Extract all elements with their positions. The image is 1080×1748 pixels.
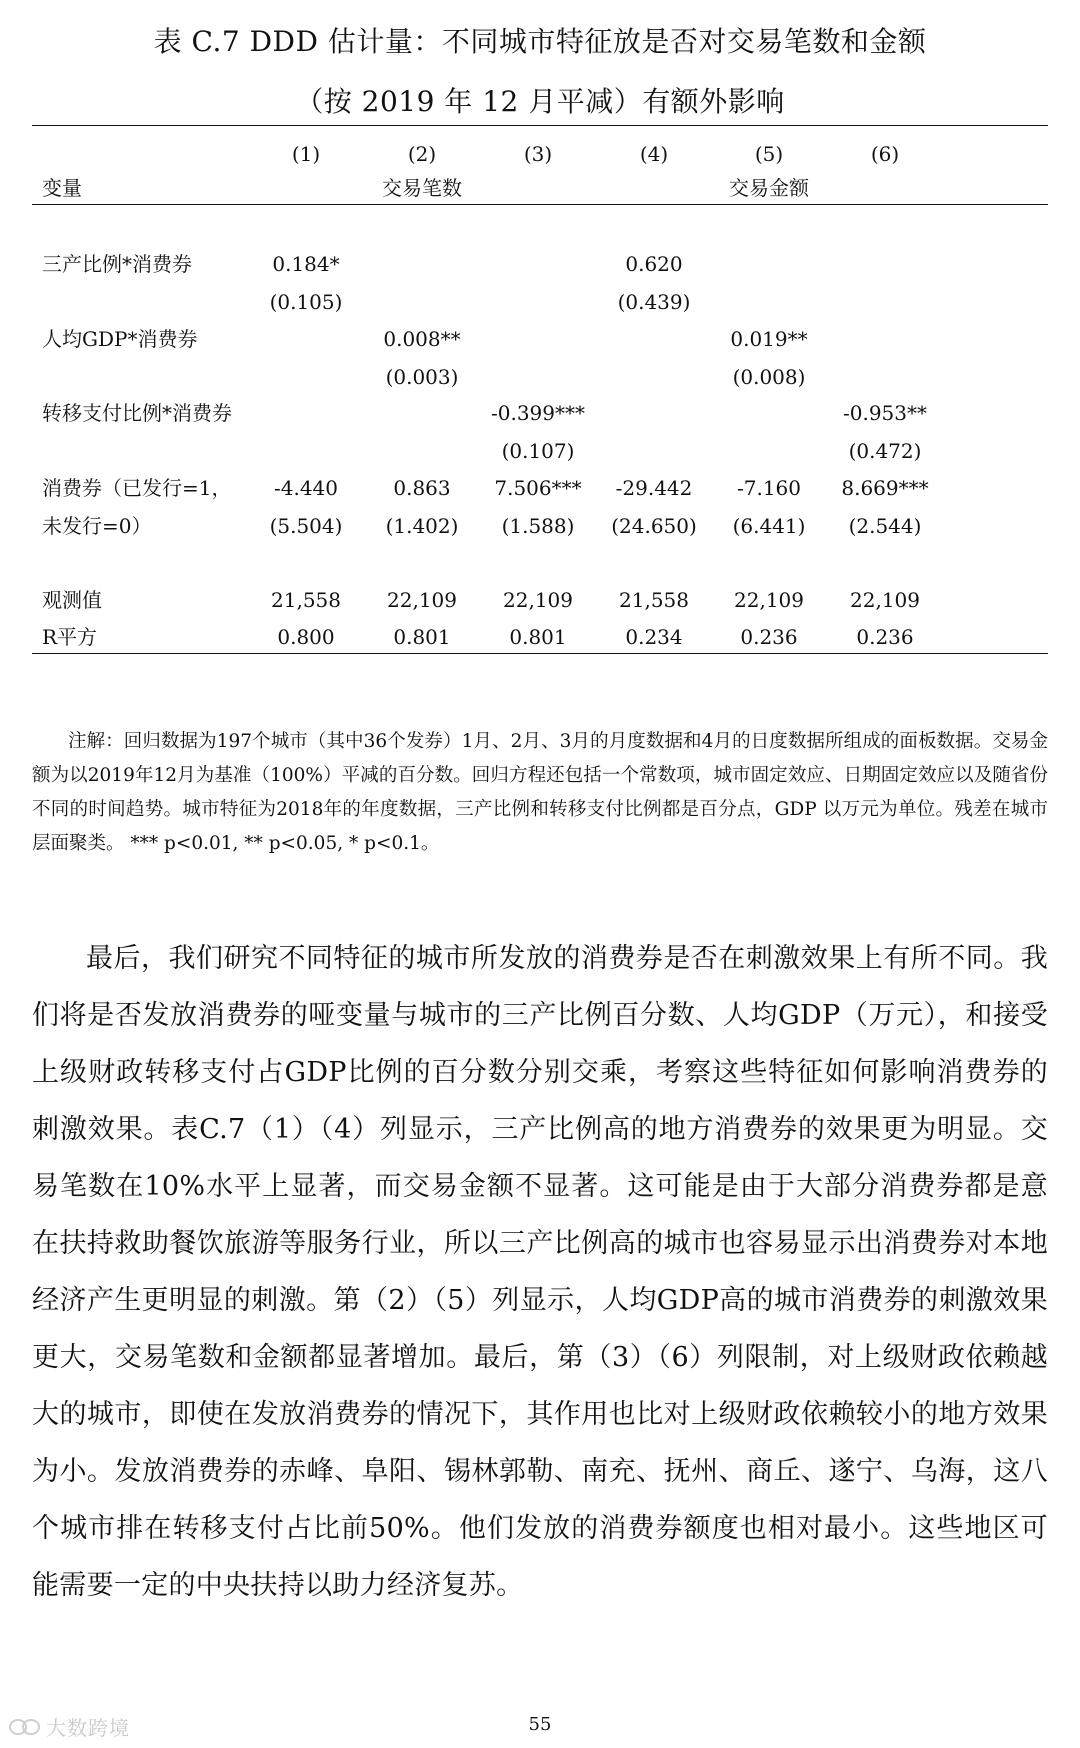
table-title-line-1: 表 C.7 DDD 估计量：不同城市特征放是否对交易笔数和金额 — [153, 25, 927, 58]
body-paragraph: 最后，我们研究不同特征的城市所发放的消费券是否在刺激效果上有所不同。我们将是否发放消费券的哑变量与城市的三产比例百分数、人均GDP（万元），和接受上级财政转移支付占GDP比例的百分数分别交乘，考察这些特征如何影响消费券的刺激效果。表C.7（1）（4）列显示，三产比例高的地方消费券的效果更为明显。交易笔数在10%水平上显著，而交易金额不显著。这可能是由于大部分消费券都是意在扶持救助餐饮旅游等服务行业，所以三产比例高的城市也容易显示出消费券对本地经济产生更明显的刺激。第（2）（5）列显示，人均GDP高的城市消费券的刺激效果更大，交易笔数和金额都显著增加。最后，第（3）（6）列限制，对上级财政依赖越大的城市，即使在发放消费券的情况下，其作用也比对上级财政依赖较小的地方效果为小。发放消费券的赤峰、阜阳、锡林郭勒、南充、抚州、商丘、遂宁、乌海，这八个城市排在转移支付占比前50%。他们发放的消费券额度也相对最小。这些地区可能需要一定的中央扶持以助力经济复苏。 — [32, 943, 1048, 1601]
group-header-amount: 交易金额 — [729, 176, 809, 200]
se-r3-c3: (0.107) — [501, 439, 575, 463]
r2-c2: 0.801 — [393, 625, 451, 649]
coef-r2-c2: 0.008** — [383, 327, 461, 351]
col-number-3: (3) — [523, 142, 553, 166]
bottom-rule — [32, 653, 1048, 654]
se-r4-c6: (2.544) — [848, 514, 922, 538]
col-number-6: (6) — [870, 142, 900, 166]
se-r4-c2: (1.402) — [385, 514, 459, 538]
se-r4-c1: (5.504) — [269, 514, 343, 538]
coef-r4-c5: -7.160 — [736, 476, 802, 500]
col-number-1: (1) — [291, 142, 321, 166]
r2-c3: 0.801 — [509, 625, 567, 649]
obs-c2: 22,109 — [387, 588, 457, 612]
coef-r4-c4: -29.442 — [615, 476, 693, 500]
top-rule — [32, 125, 1048, 126]
se-r3-c6: (0.472) — [848, 439, 922, 463]
coef-r1-c1: 0.184* — [272, 252, 340, 276]
coef-r2-c5: 0.019** — [730, 327, 808, 351]
coef-r4-c6: 8.669*** — [841, 476, 929, 500]
row-label-voucher-line-2: 未发行=0） — [42, 514, 152, 538]
se-r4-c4: (24.650) — [611, 514, 697, 538]
obs-c1: 21,558 — [271, 588, 341, 612]
r2-c4: 0.234 — [625, 625, 683, 649]
row-label-voucher-line-1: 消费券（已发行=1， — [42, 476, 232, 500]
row-label-observations: 观测值 — [42, 588, 102, 612]
row-label-transfer-share: 转移支付比例*消费券 — [42, 401, 232, 425]
watermark-text: 大数跨境 — [46, 1716, 130, 1740]
r2-c1: 0.800 — [277, 625, 335, 649]
table-note: 注解：回归数据为197个城市（其中36个发券）1月、2月、3月的月度数据和4月的日度数据所组成的面板数据。交易金额为以2019年12月为基准（100%）平减的百分数。回归方程还包括一个常数项，城市固定效应、日期固定效应以及随省份不同的时间趋势。城市特征为2018年的年度数据，三产比例和转移支付比例都是百分点，GDP 以万元为单位。残差在城市层面聚类。 *** p<0.01, ** p<0.05, * p<0.1。 — [32, 731, 1048, 854]
col-number-2: (2) — [407, 142, 437, 166]
r2-c5: 0.236 — [740, 625, 798, 649]
coef-r4-c2: 0.863 — [393, 476, 451, 500]
obs-c6: 22,109 — [850, 588, 920, 612]
obs-c3: 22,109 — [503, 588, 573, 612]
col-number-4: (4) — [639, 142, 669, 166]
coef-r4-c1: -4.440 — [273, 476, 339, 500]
se-r4-c5: (6.441) — [732, 514, 806, 538]
group-header-count: 交易笔数 — [382, 176, 462, 200]
variable-header: 变量 — [42, 176, 82, 200]
se-r2-c2: (0.003) — [385, 365, 459, 389]
table-title-line-2: （按 2019 年 12 月平减）有额外影响 — [295, 85, 785, 118]
coef-r3-c6: -0.953** — [842, 401, 928, 425]
coef-r1-c4: 0.620 — [625, 252, 683, 276]
se-r1-c1: (0.105) — [269, 290, 343, 314]
page-number: 55 — [528, 1714, 552, 1735]
coef-r4-c3: 7.506*** — [494, 476, 582, 500]
obs-c4: 21,558 — [619, 588, 689, 612]
col-number-5: (5) — [754, 142, 784, 166]
header-rule — [32, 204, 1048, 205]
obs-c5: 22,109 — [734, 588, 804, 612]
r2-c6: 0.236 — [856, 625, 914, 649]
se-r1-c4: (0.439) — [617, 290, 691, 314]
coef-r3-c3: -0.399*** — [490, 401, 586, 425]
row-label-gdp-per-capita: 人均GDP*消费券 — [42, 327, 198, 351]
se-r2-c5: (0.008) — [732, 365, 806, 389]
se-r4-c3: (1.588) — [501, 514, 575, 538]
row-label-tertiary-share: 三产比例*消费券 — [42, 252, 192, 276]
row-label-r-squared: R平方 — [42, 625, 98, 649]
